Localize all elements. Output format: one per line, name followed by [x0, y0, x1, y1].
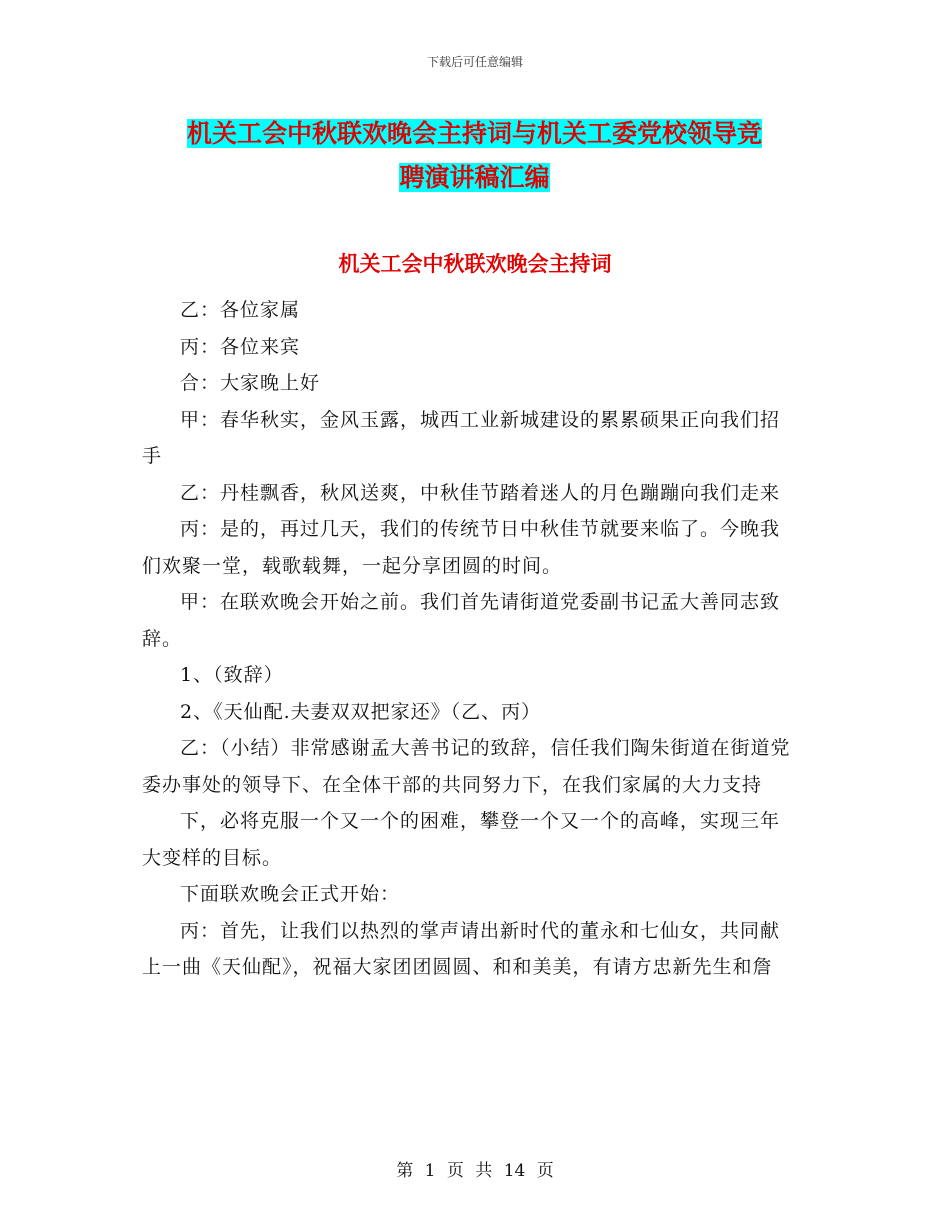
paragraph: 1、（致辞） — [180, 664, 284, 686]
page-footer: 第 1 页 共 14 页 — [396, 1161, 554, 1181]
paragraph: 2、《天仙配.夫妻双双把家还》（乙、丙） — [180, 700, 542, 723]
document-title — [142, 112, 807, 200]
document-title-line-2: 聘演讲稿汇编 — [399, 163, 550, 192]
paragraph: 乙：（小结）非常感谢孟大善书记的致辞，信任我们陶朱街道在街道党委办事处的领导下、在全体干部的共同努力下，在我们家属的大力支持 — [142, 737, 791, 796]
document-title-line-1: 机关工会中秋联欢晚会主持词与机关工委党校领导竞 — [186, 119, 762, 148]
paragraph: 乙：各位家属 — [180, 299, 301, 321]
paragraph: 合：大家晚上好 — [180, 372, 321, 394]
paragraph: 甲：在联欢晚会开始之前。我们首先请街道党委副书记孟大善同志致辞。 — [142, 591, 781, 650]
paragraph: 丙：各位来宾 — [180, 335, 301, 358]
body-text — [142, 292, 798, 986]
paragraph: 乙：丹桂飘香，秋风送爽，中秋佳节踏着迷人的月色蹦蹦向我们走来 — [180, 481, 781, 504]
paragraph: 丙：首先，让我们以热烈的掌声请出新时代的董永和七仙女，共同献上一曲《天仙配》，祝福大家团团圆圆、和和美美，有请方忠新先生和詹 — [142, 919, 781, 978]
paragraph: 下，必将克服一个又一个的困难，攀登一个又一个的高峰，实现三年大变样的目标。 — [142, 810, 781, 869]
header-note: 下载后可任意编辑 — [426, 55, 523, 69]
paragraph: 丙：是的，再过几天，我们的传统节日中秋佳节就要来临了。今晚我们欢聚一堂，载歌载舞，一起分享团圆的时间。 — [142, 518, 781, 577]
paragraph: 下面联欢晚会正式开始： — [180, 883, 401, 905]
paragraph: 甲：春华秋实，金风玉露，城西工业新城建设的累累硕果正向我们招手 — [142, 408, 781, 467]
section-title: 机关工会中秋联欢晚会主持词 — [338, 252, 612, 276]
